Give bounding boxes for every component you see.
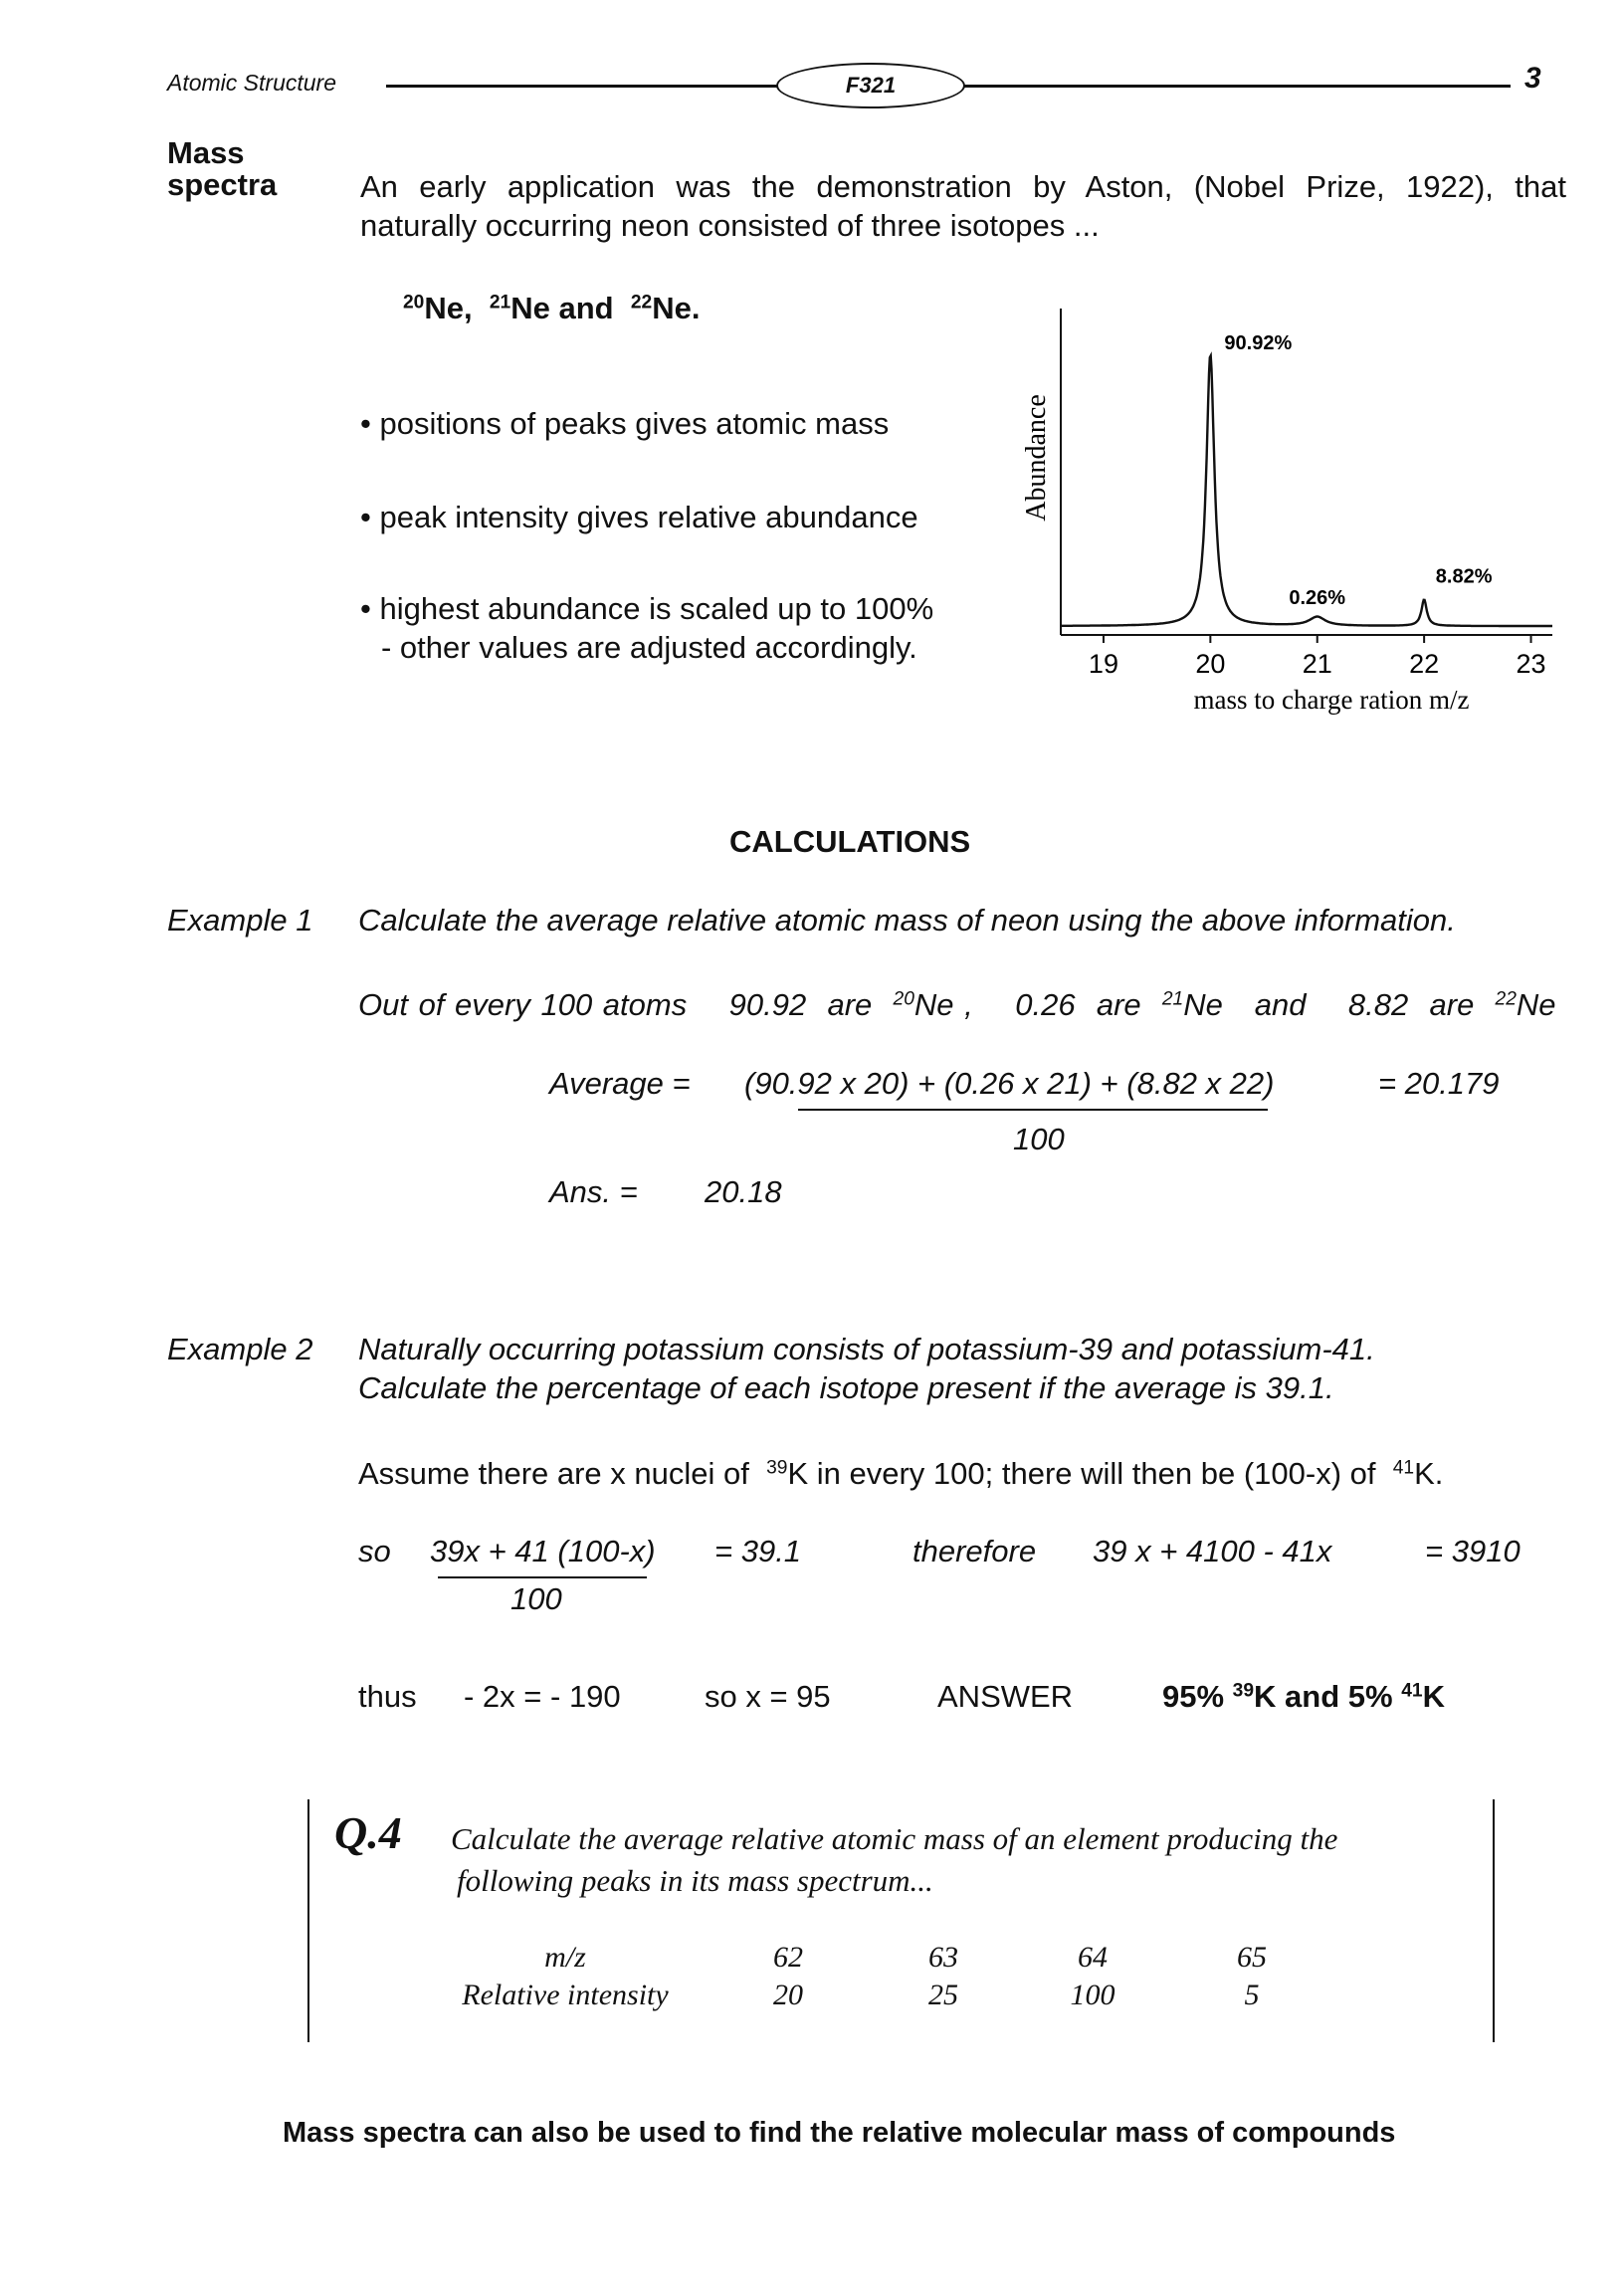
x-tick-label-21: 21 xyxy=(1302,649,1332,679)
intro-line2: naturally occurring neon consisted of three isotopes ... xyxy=(360,208,1100,243)
equation1-fraction-bar xyxy=(438,1576,647,1578)
and-1: and xyxy=(1254,987,1307,1022)
assume-a: Assume there are x nuclei of xyxy=(358,1456,749,1491)
q4-row-label-mz: m/z xyxy=(544,1941,586,1974)
example1-label: Example 1 xyxy=(167,903,313,938)
example1-atom-counts xyxy=(358,987,1556,1023)
comma-1: , xyxy=(964,987,973,1022)
example1-question: Calculate the average relative atomic mass of neon using the above information. xyxy=(358,903,1456,938)
q4-text-line2: following peaks in its mass spectrum... xyxy=(457,1863,933,1898)
are-2: are xyxy=(1096,987,1141,1022)
q4-mz-62: 62 xyxy=(773,1941,803,1974)
y-axis-label: Abundance xyxy=(1021,394,1052,522)
header-topic: Atomic Structure xyxy=(167,70,336,96)
thus-label: thus xyxy=(358,1679,417,1714)
q4-intensity-64: 100 xyxy=(1070,1979,1115,2011)
el-2: Ne xyxy=(1183,987,1223,1022)
peak-label-22: 8.82% xyxy=(1435,565,1493,588)
x-tick-label-23: 23 xyxy=(1516,649,1546,679)
average-result: = 20.179 xyxy=(1378,1066,1500,1101)
q4-box-right-rule xyxy=(1493,1799,1495,2042)
q4-mz-64: 64 xyxy=(1078,1941,1108,1974)
example2-label: Example 2 xyxy=(167,1332,313,1366)
x-axis-label: mass to charge ration m/z xyxy=(1193,685,1470,715)
x-tick-label-22: 22 xyxy=(1409,649,1440,679)
q4-row-label-intensity: Relative intensity xyxy=(462,1979,669,2011)
average-label: Average = xyxy=(549,1066,691,1101)
mass-ne20: 20 xyxy=(893,988,914,1010)
footer-note: Mass spectra can also be used to find the relative molecular mass of compounds xyxy=(283,2117,1396,2149)
q4-intensity-63: 25 xyxy=(928,1979,958,2011)
peak-label-20: 90.92% xyxy=(1224,332,1293,355)
page-number: 3 xyxy=(1524,62,1541,95)
solve-x: so x = 95 xyxy=(705,1679,831,1714)
equation2-lhs: 39 x + 4100 - 41x xyxy=(1093,1534,1332,1568)
assume-c: K. xyxy=(1414,1456,1444,1491)
answer1-label: Ans. = xyxy=(549,1174,638,1209)
q4-mz-65: 65 xyxy=(1237,1941,1267,1974)
answer2-value xyxy=(1162,1679,1445,1715)
q4-intensity-65: 5 xyxy=(1244,1979,1260,2011)
example2-assumption xyxy=(358,1456,1443,1492)
heading-line2: spectra xyxy=(167,167,278,202)
mass-k39: 39 xyxy=(766,1457,788,1479)
example2-question-line2: Calculate the percentage of each isotope present if the average is 39.1. xyxy=(358,1370,1334,1405)
ans-p1: 95% xyxy=(1162,1679,1225,1714)
el-1: Ne xyxy=(913,987,954,1022)
mass-k41: 41 xyxy=(1392,1457,1415,1479)
equation1-equals: = 39.1 xyxy=(714,1534,802,1568)
bullet-peak-intensity: • peak intensity gives relative abundance xyxy=(360,500,918,534)
ans-mass-39: 39 xyxy=(1232,1680,1255,1702)
x-tick-label-20: 20 xyxy=(1195,649,1226,679)
solve-step: - 2x = - 190 xyxy=(464,1679,621,1714)
equation2-rhs: = 3910 xyxy=(1425,1534,1521,1568)
example2-question-line1: Naturally occurring potassium consists of potassium-39 and potassium-41. xyxy=(358,1332,1375,1366)
therefore-label: therefore xyxy=(912,1534,1037,1568)
average-numerator: (90.92 x 20) + (0.26 x 21) + (8.82 x 22) xyxy=(744,1066,1275,1101)
answer2-label: ANSWER xyxy=(937,1679,1074,1714)
header-code-oval xyxy=(776,63,965,108)
equation1-numerator: 39x + 41 (100-x) xyxy=(430,1534,656,1568)
isotope-mass-22: 22 xyxy=(630,292,653,313)
neon-mass-spectrum-chart xyxy=(995,299,1572,727)
section-heading-mass-spectra xyxy=(167,137,277,201)
bullet-adjusted-values: - other values are adjusted accordingly. xyxy=(381,630,917,665)
ans-mass-41: 41 xyxy=(1401,1680,1423,1702)
neon-isotopes xyxy=(403,291,700,326)
q4-box-left-rule xyxy=(307,1799,309,2042)
isotope-symbol-21: Ne and xyxy=(510,291,614,325)
header-code: F321 xyxy=(845,73,897,98)
q4-mz-63: 63 xyxy=(928,1941,958,1974)
atoms-intro: Out of every 100 atoms xyxy=(358,987,688,1022)
calculations-heading: CALCULATIONS xyxy=(729,824,971,859)
isotope-symbol-22: Ne. xyxy=(652,291,701,325)
heading-line1: Mass xyxy=(167,135,245,170)
assume-b: K in every 100; there will then be (100-x) of xyxy=(787,1456,1376,1491)
q4-text-line1: Calculate the average relative atomic mass of an element producing the xyxy=(451,1821,1338,1856)
isotope-mass-20: 20 xyxy=(403,292,425,313)
intro-line1: An early application was the demonstration by Aston, (Nobel Prize, 1922), that xyxy=(360,169,1566,204)
equation1-denominator: 100 xyxy=(510,1581,562,1616)
are-3: are xyxy=(1429,987,1475,1022)
q4-intensity-62: 20 xyxy=(773,1979,803,2011)
count-ne21: 0.26 xyxy=(1015,987,1076,1022)
count-ne20: 90.92 xyxy=(728,987,807,1022)
q4-number: Q.4 xyxy=(334,1807,402,1858)
average-fraction-bar xyxy=(798,1109,1268,1111)
ans-k: K xyxy=(1422,1679,1445,1714)
mass-ne22: 22 xyxy=(1495,988,1517,1010)
peak-label-21: 0.26% xyxy=(1289,587,1346,609)
x-tick-label-19: 19 xyxy=(1088,649,1118,679)
are-1: are xyxy=(827,987,873,1022)
count-ne22: 8.82 xyxy=(1347,987,1409,1022)
bullet-highest-abundance: • highest abundance is scaled up to 100% xyxy=(360,591,934,626)
bullet-peak-positions: • positions of peaks gives atomic mass xyxy=(360,406,890,441)
so-label: so xyxy=(358,1534,391,1568)
answer1-value: 20.18 xyxy=(705,1174,782,1209)
el-3: Ne xyxy=(1516,987,1556,1022)
ans-and: K and 5% xyxy=(1254,1679,1393,1714)
average-denominator: 100 xyxy=(1013,1122,1065,1156)
isotope-mass-21: 21 xyxy=(489,292,511,313)
isotope-symbol-20: Ne, xyxy=(424,291,473,325)
mass-ne21: 21 xyxy=(1161,988,1184,1010)
